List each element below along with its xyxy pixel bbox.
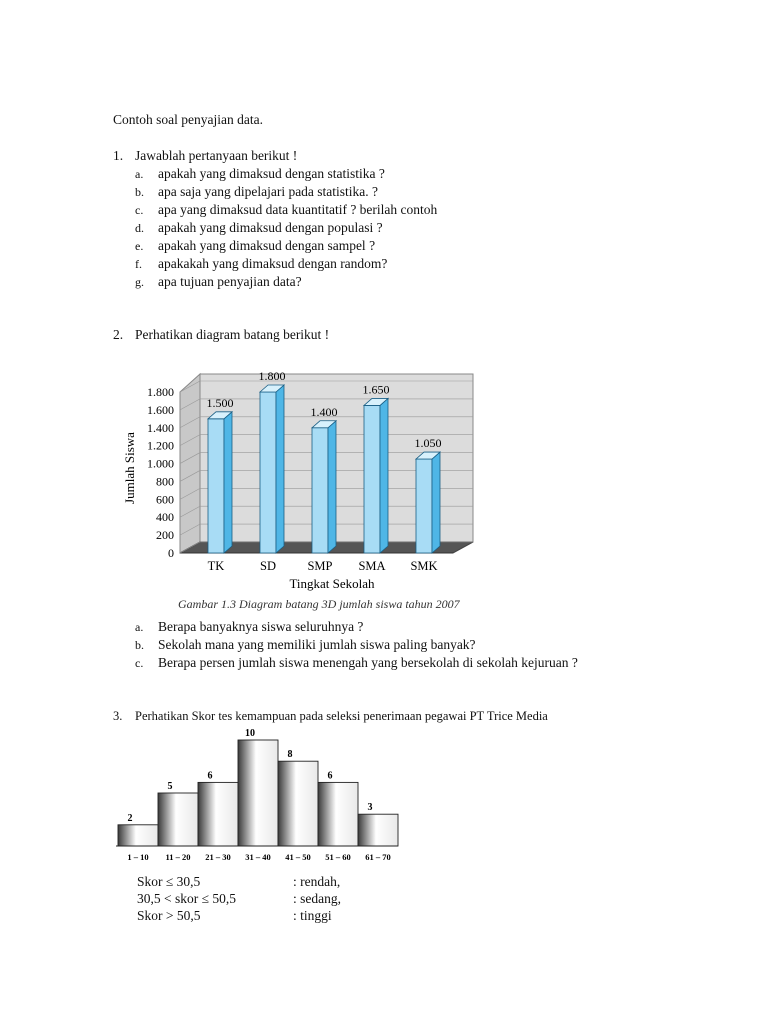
- q1-item-d: d. apakah yang dimaksud dengan populasi ?: [135, 220, 383, 235]
- x-tick-label: SD: [260, 559, 276, 573]
- bar-smp: [312, 421, 336, 553]
- criteria-label-1: : rendah,: [293, 874, 341, 889]
- histogram-value-label: 8: [287, 749, 293, 761]
- q1-item-f: f. apakakah yang dimaksud dengan random?: [135, 256, 388, 271]
- bar-smk: [416, 452, 440, 553]
- chart-caption: Gambar 1.3 Diagram batang 3D jumlah siswa tahun 2007: [178, 597, 460, 611]
- q1-item-g: g. apa tujuan penyajian data?: [135, 274, 302, 289]
- histogram-bar: [238, 740, 278, 846]
- histogram-x-label: 31 – 40: [245, 852, 271, 862]
- histogram-x-label: 61 – 70: [365, 852, 391, 862]
- y-tick-label: 1.000: [147, 456, 174, 471]
- bar-value-label: 1.500: [206, 395, 234, 410]
- histogram-x-label: 11 – 20: [165, 852, 191, 862]
- bar-front: [364, 405, 380, 553]
- bar-value-label: 1.800: [258, 369, 286, 383]
- q2-item-a: a. Berapa banyaknya siswa seluruhnya ?: [135, 619, 364, 634]
- bar-side: [432, 452, 440, 553]
- q1-item-c: c. apa yang dimaksud data kuantitatif ? berilah contoh: [135, 202, 438, 217]
- x-tick-label: SMP: [307, 559, 333, 573]
- bar-front: [416, 459, 432, 553]
- bar-value-label: 1.400: [310, 404, 338, 419]
- bar-side: [224, 412, 232, 553]
- histogram-value-label: 10: [245, 728, 255, 739]
- criteria-label-2: : sedang,: [293, 891, 341, 906]
- bar-side: [380, 398, 388, 553]
- chart-x-axis-label: Tingkat Sekolah: [289, 576, 375, 591]
- histogram-x-label: 41 – 50: [285, 852, 311, 862]
- histogram-bar: [278, 761, 318, 846]
- criteria-label-3: : tinggi: [293, 908, 332, 923]
- histogram-value-label: 3: [367, 802, 373, 814]
- bar-value-label: 1.050: [414, 436, 442, 451]
- x-tick-label: SMK: [410, 559, 438, 573]
- histogram-x-label: 51 – 60: [325, 852, 351, 862]
- question-3-number: 3.: [113, 709, 123, 723]
- histogram-x-label: 21 – 30: [205, 852, 231, 862]
- y-tick-label: 1.800: [147, 385, 174, 399]
- criteria-row-3: Skor > 50,5: [137, 908, 201, 923]
- y-tick-label: 400: [156, 510, 174, 525]
- bar-side: [328, 421, 336, 553]
- y-tick-label: 200: [156, 528, 174, 543]
- bar-chart-3d: [118, 352, 488, 594]
- y-tick-label: 1.400: [147, 420, 174, 435]
- histogram-chart: [110, 726, 410, 866]
- histogram-value-label: 6: [327, 770, 333, 782]
- bar-sma: [364, 398, 388, 553]
- question-1: [113, 148, 297, 164]
- histogram-bar: [198, 782, 238, 846]
- bar-front: [260, 392, 276, 553]
- question-1-text: Jawablah pertanyaan berikut !: [135, 148, 298, 163]
- question-3-text: Perhatikan Skor tes kemampuan pada seleksi penerimaan pegawai PT Trice Media: [135, 709, 548, 723]
- question-2-text: Perhatikan diagram batang berikut !: [135, 327, 330, 342]
- bar-front: [208, 419, 224, 553]
- question-3: [113, 709, 548, 724]
- x-tick-label: SMA: [358, 559, 386, 573]
- bar-sd: [260, 385, 284, 553]
- y-tick-label: 1.200: [147, 438, 174, 453]
- question-2: [113, 327, 329, 343]
- q2-item-c: c. Berapa persen jumlah siswa menengah yang bersekolah di sekolah kejuruan ?: [135, 655, 578, 670]
- y-tick-label: 1.600: [147, 402, 174, 417]
- histogram-bar: [358, 814, 398, 846]
- question-2-number: 2.: [113, 327, 124, 342]
- bar-value-label: 1.650: [362, 382, 390, 397]
- bar-tk: [208, 412, 232, 553]
- q1-item-b: b. apa saja yang dipelajari pada statistika. ?: [135, 184, 379, 199]
- y-tick-label: 0: [168, 546, 174, 560]
- q1-item-a: a. apakah yang dimaksud dengan statistika ?: [135, 166, 385, 181]
- histogram-bar: [158, 793, 198, 846]
- x-tick-label: TK: [207, 559, 225, 573]
- y-tick-label: 600: [156, 492, 174, 507]
- bar-side: [276, 385, 284, 553]
- q1-item-e: e. apakah yang dimaksud dengan sampel ?: [135, 238, 376, 253]
- question-1-number: 1.: [113, 148, 124, 163]
- chart-y-axis-label: Jumlah Siswa: [122, 432, 137, 504]
- histogram-value-label: 2: [127, 812, 133, 824]
- bar-front: [312, 428, 328, 553]
- q2-item-b: b. Sekolah mana yang memiliki jumlah siswa paling banyak?: [135, 637, 476, 652]
- y-tick-label: 800: [156, 474, 174, 489]
- histogram-value-label: 5: [167, 781, 173, 792]
- histogram-bar: [118, 825, 158, 846]
- document-title: Contoh soal penyajian data.: [113, 112, 263, 127]
- criteria-row-1: Skor ≤ 30,5: [137, 874, 201, 889]
- criteria-row-2: 30,5 < skor ≤ 50,5: [137, 891, 237, 906]
- histogram-bar: [318, 782, 358, 846]
- histogram-value-label: 6: [207, 770, 213, 782]
- histogram-x-label: 1 – 10: [127, 852, 149, 862]
